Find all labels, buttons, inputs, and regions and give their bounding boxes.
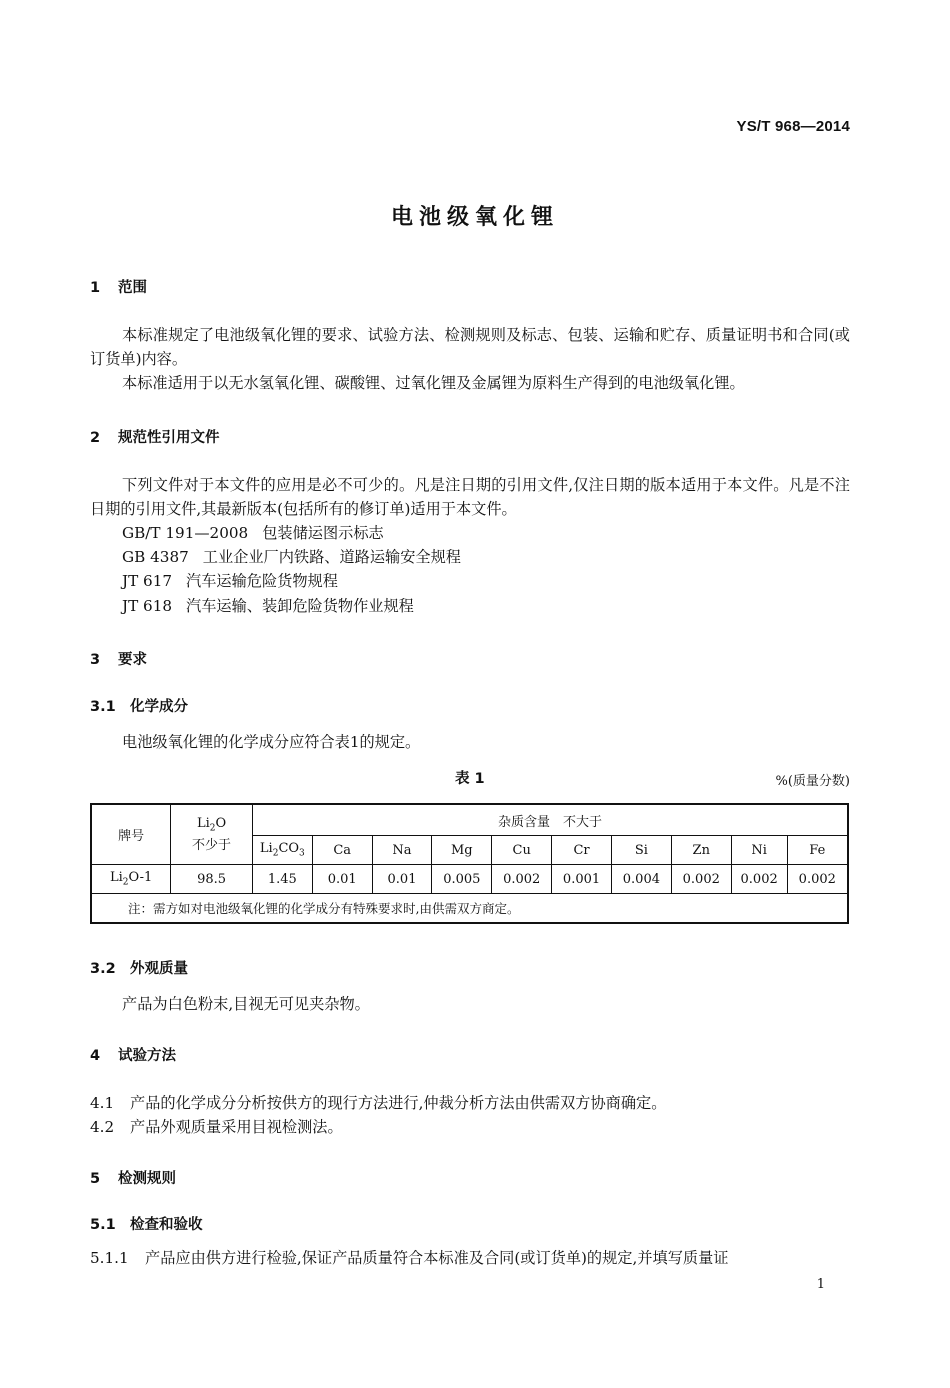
table-row bbox=[91, 865, 848, 894]
clause-4-1 bbox=[90, 1091, 666, 1115]
header-li2o bbox=[171, 804, 253, 865]
cell-value: 0.005 bbox=[432, 865, 492, 894]
cell-value: 0.004 bbox=[611, 865, 671, 894]
section-3-2-heading bbox=[90, 957, 188, 978]
section-number: 3 bbox=[90, 652, 101, 668]
cell-li2o: 98.5 bbox=[171, 865, 253, 894]
section-title: 规范性引用文件 bbox=[118, 430, 220, 446]
header-impurity-element: Na bbox=[372, 836, 432, 865]
reference-title: 汽车运输、装卸危险货物作业规程 bbox=[186, 597, 414, 615]
table-unit: %(质量分数) bbox=[775, 774, 850, 789]
cell-value: 0.002 bbox=[731, 865, 787, 894]
table-caption: 表 1 bbox=[455, 771, 485, 787]
header-grade: 牌号 bbox=[91, 804, 171, 865]
cell-grade: $Li_2O-1$ bbox=[91, 865, 171, 894]
normative-reference bbox=[122, 545, 461, 569]
section-title: 检查和验收 bbox=[130, 1217, 203, 1233]
normative-reference bbox=[122, 594, 414, 618]
cell-value: 0.002 bbox=[671, 865, 731, 894]
clause-4-2 bbox=[90, 1115, 343, 1139]
chemical-composition-table bbox=[90, 803, 849, 924]
clause-number: 4.2 bbox=[90, 1118, 115, 1136]
header-impurity-element: Mg bbox=[432, 836, 492, 865]
section-3-1-paragraph: 电池级氧化锂的化学成分应符合表1的规定。 bbox=[122, 733, 421, 751]
reference-title: 汽车运输危险货物规程 bbox=[186, 572, 338, 590]
table-note: 注：需方如对电池级氧化锂的化学成分有特殊要求时,由供需双方商定。 bbox=[91, 894, 848, 924]
section-1-paragraph-1: 本标准规定了电池级氧化锂的要求、试验方法、检测规则及标志、包装、运输和贮存、质量证明书和合同(或订货单)内容。 bbox=[90, 326, 850, 368]
document-title: 电池级氧化锂 bbox=[390, 205, 559, 230]
normative-reference bbox=[122, 569, 338, 593]
reference-code: JT 617 bbox=[122, 572, 173, 590]
clause-text: 产品的化学成分分析按供方的现行方法进行,仲裁分析方法由供需双方协商确定。 bbox=[130, 1094, 667, 1112]
section-number: 1 bbox=[90, 280, 101, 296]
cell-value: 0.01 bbox=[372, 865, 432, 894]
cell-value: 0.002 bbox=[492, 865, 552, 894]
section-title: 范围 bbox=[118, 280, 147, 296]
section-number: 4 bbox=[90, 1048, 101, 1064]
cell-value: 0.001 bbox=[552, 865, 612, 894]
table-header-row bbox=[91, 804, 848, 836]
section-number: 2 bbox=[90, 430, 101, 446]
section-title: 试验方法 bbox=[118, 1048, 176, 1064]
clause-number: 5.1.1 bbox=[90, 1249, 129, 1267]
section-5-heading bbox=[90, 1167, 176, 1188]
page-number: 1 bbox=[816, 1277, 825, 1292]
section-title: 要求 bbox=[118, 652, 147, 668]
reference-code: GB/T 191—2008 bbox=[122, 524, 249, 542]
section-3-heading bbox=[90, 648, 147, 669]
section-number: 5.1 bbox=[90, 1217, 116, 1233]
section-5-1-heading bbox=[90, 1213, 203, 1234]
section-1-paragraph-2: 本标准适用于以无水氢氧化锂、碳酸锂、过氧化锂及金属锂为原料生产得到的电池级氧化锂。 bbox=[122, 374, 745, 392]
header-impurity-element: Ca bbox=[312, 836, 372, 865]
reference-code: JT 618 bbox=[122, 597, 173, 615]
section-title: 化学成分 bbox=[130, 699, 188, 715]
section-2-paragraph-1: 下列文件对于本文件的应用是必不可少的。凡是注日期的引用文件,仅注日期的版本适用于本文件。凡是不注日期的引用文件,其最新版本(包括所有的修订单)适用于本文件。 bbox=[90, 476, 850, 518]
header-impurity-element: Si bbox=[611, 836, 671, 865]
header-impurity-element: Cr bbox=[552, 836, 612, 865]
section-3-1-heading bbox=[90, 695, 188, 716]
header-li2co3: $Li_2CO_3$ bbox=[252, 836, 312, 865]
header-impurity-element: Cu bbox=[492, 836, 552, 865]
clause-number: 4.1 bbox=[90, 1094, 115, 1112]
section-title: 外观质量 bbox=[130, 961, 188, 977]
cell-value: 0.002 bbox=[787, 865, 848, 894]
section-title: 检测规则 bbox=[118, 1171, 176, 1187]
li2o-label: $Li_2O$ bbox=[196, 816, 227, 834]
cell-value: 1.45 bbox=[252, 865, 312, 894]
section-number: 3.1 bbox=[90, 699, 116, 715]
li2o-min-label: 不少于 bbox=[192, 837, 232, 853]
section-number: 3.2 bbox=[90, 961, 116, 977]
table-note-row bbox=[91, 894, 848, 924]
reference-code: GB 4387 bbox=[122, 548, 189, 566]
clause-text: 产品应由供方进行检验,保证产品质量符合本标准及合同(或订货单)的规定,并填写质量证 bbox=[145, 1249, 729, 1267]
header-impurity-element: Ni bbox=[731, 836, 787, 865]
section-2-heading bbox=[90, 426, 220, 447]
section-3-2-paragraph: 产品为白色粉末,目视无可见夹杂物。 bbox=[122, 995, 370, 1013]
section-4-heading bbox=[90, 1044, 176, 1065]
reference-title: 包装储运图示标志 bbox=[262, 524, 384, 542]
normative-reference bbox=[122, 521, 384, 545]
clause-text: 产品外观质量采用目视检测法。 bbox=[130, 1118, 343, 1136]
header-impurity-element: Zn bbox=[671, 836, 731, 865]
header-impurity: 杂质含量 不大于 bbox=[252, 804, 848, 836]
cell-value: 0.01 bbox=[312, 865, 372, 894]
standard-code: YS/T 968—2014 bbox=[736, 118, 850, 135]
section-number: 5 bbox=[90, 1171, 101, 1187]
reference-title: 工业企业厂内铁路、道路运输安全规程 bbox=[202, 548, 461, 566]
clause-5-1-1 bbox=[90, 1246, 728, 1270]
section-1-heading bbox=[90, 276, 147, 297]
header-impurity-element: Fe bbox=[787, 836, 848, 865]
